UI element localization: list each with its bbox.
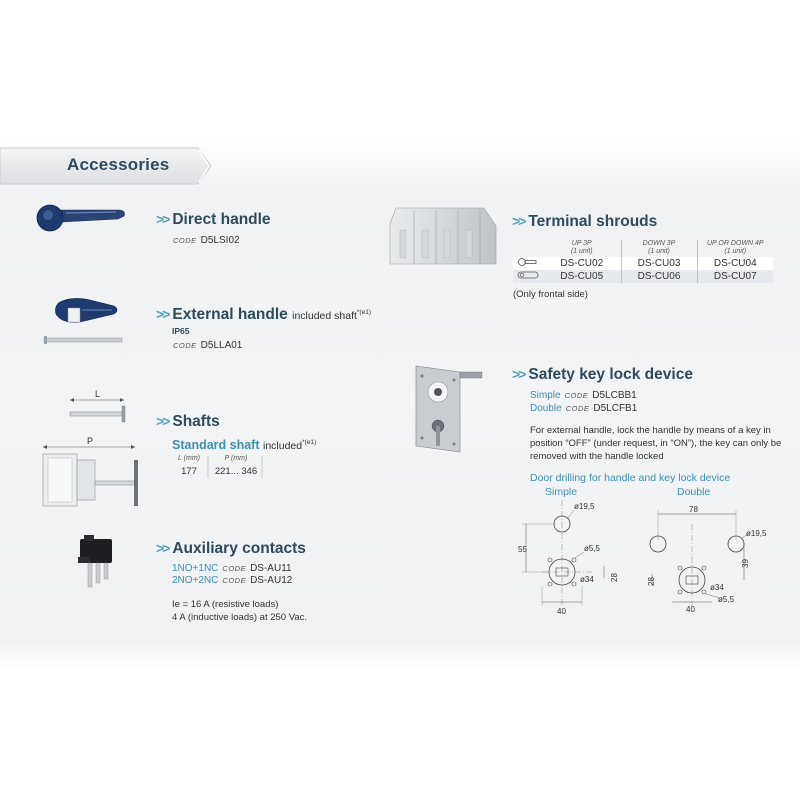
external-handle-title: >> External handle included shaft$^{*(e1)}$ [156,306,371,323]
column-unit: (1 unit) [724,248,747,255]
diagram-label-p: P [87,436,94,446]
dim-label: 28 [647,577,656,586]
auxiliary-contacts-title: >> Auxiliary contacts [156,540,306,557]
shaft-table-lines [172,454,272,480]
terminal-shroud-image [388,206,498,266]
shaft-p-value: 221... 346 [214,466,258,477]
direct-handle-image [32,198,132,238]
key-lock-code-row: Simple CODE D5LCBB1 [530,390,637,401]
dim-label: 55 [518,545,527,554]
aux-code-row: 1NO+1NC CODE DS-AU11 [172,563,292,574]
column-header: UP 3P [571,240,592,247]
aux-code-row: 2NO+2NC CODE DS-AU12 [172,575,293,586]
dim-label: ø19,5 [574,502,595,511]
key-lock-device-image [414,364,484,454]
table-cell: DS-CU07 [697,270,773,283]
drilling-simple-label: Simple [545,486,578,498]
dim-label: 40 [557,607,566,616]
shaft-col-l-header: L (mm) [177,455,201,462]
section-banner [0,147,212,185]
auxiliary-contact-image [76,533,116,593]
aux-rating-resistive: Ie = 16 A (resistive loads) [172,599,279,610]
external-handle-image [42,296,132,356]
column-header: UP OR DOWN 4P [706,240,764,247]
table-cell: DS-CU03 [621,257,697,270]
direct-handle-code: CODE D5LSI02 [173,235,240,246]
drilling-diagram-double [638,498,768,618]
shaft-col-p-header: P (mm) [224,455,248,462]
door-drilling-title: Door drilling for handle and key lock device [530,472,731,484]
page-title: Accessories [67,155,170,174]
dim-label: 28 [610,573,619,582]
shafts-title: >> Shafts [156,413,220,430]
table-cell: DS-CU05 [543,270,621,283]
dim-label: ø34 [710,583,724,592]
column-unit: (1 unit) [648,248,670,255]
drilling-diagram-simple [512,498,622,618]
table-row [513,270,773,283]
ip-rating: IP65 [172,326,190,336]
terminal-shrouds-table [513,240,773,283]
dim-label: 40 [686,605,695,614]
dim-label: 78 [689,505,698,514]
dim-label: ø34 [580,575,594,584]
dim-label: ø19,5 [746,529,767,538]
diagram-label-l: L [95,389,101,399]
direct-handle-title: >> Direct handle [156,211,271,228]
column-unit: (1 unit) [570,248,593,255]
ring-terminal-icon [517,257,539,267]
table-header-row [513,240,773,257]
terminal-shrouds-title: >> Terminal shrouds [512,213,658,230]
shaft-diagram [38,386,148,526]
dim-label: ø5,5 [584,544,601,553]
terminal-shrouds-note: (Only frontal side) [513,289,588,300]
aux-rating-inductive: 4 A (inductive loads) at 250 Vac. [172,612,308,623]
dim-label: 39 [741,559,750,568]
cable-lug-icon [517,270,539,280]
table-cell: DS-CU04 [697,257,773,270]
external-handle-code: CODE D5LLA01 [173,340,243,351]
key-lock-description-3: removed with the handle locked [530,451,664,462]
table-cell: DS-CU02 [543,257,621,270]
standard-shaft-title: Standard shaft included$^{*(e1)}$ [172,438,317,452]
key-lock-code-row: Double CODE D5LCFB1 [530,403,638,414]
table-row [513,257,773,270]
safety-key-lock-title: >> Safety key lock device [512,366,693,383]
column-header: DOWN 3P [642,240,676,247]
key-lock-description-2: position “OFF” (under request, in “ON”), the key can only be [530,438,782,449]
table-cell: DS-CU06 [621,270,697,283]
shaft-l-value: 177 [181,466,197,477]
drilling-double-label: Double [677,486,711,498]
dim-label: ø5,5 [718,595,735,604]
key-lock-description-1: For external handle, lock the handle by means of a key in [530,425,771,436]
